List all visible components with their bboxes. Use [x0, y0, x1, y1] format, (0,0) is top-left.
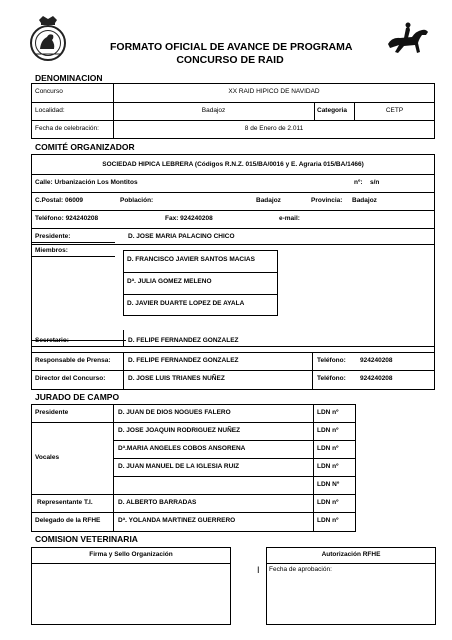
prensa-value: D. FELIPE FERNANDEZ GONZALEZ	[128, 357, 239, 364]
vocales-label: Vocales	[35, 454, 60, 461]
localidad-label: Localidad:	[35, 107, 65, 114]
presidente-value: D. JOSE MARIA PALACINO CHICO	[128, 233, 235, 240]
ldn-5: LDN Nº	[317, 481, 340, 488]
ldn-2: LDN nº	[317, 427, 339, 434]
jurado-presidente-label: Presidente	[35, 409, 69, 416]
prensa-telefono-value: 924240208	[360, 357, 393, 364]
localidad-value: Badajoz	[201, 107, 226, 114]
page-title-line2: CONCURSO DE RAID	[176, 54, 284, 66]
fecha-celebracion-label: Fecha de celebración:	[35, 125, 99, 132]
fecha-celebracion-value: 8 de Enero de 2.011	[244, 125, 304, 132]
delegado-value: Dª. YOLANDA MARTINEZ GUERRERO	[118, 517, 236, 524]
secretario-label: Secretario:	[35, 337, 69, 344]
miembro-2: Dª. JULIA GOMEZ MELENO	[127, 278, 212, 285]
section-heading-denominacion: DENOMINACION	[35, 73, 103, 83]
numero-value: s/n	[370, 179, 380, 186]
prensa-telefono-label: Teléfono:	[317, 357, 346, 364]
section-heading-jurado: JURADO DE CAMPO	[35, 392, 120, 402]
fecha-aprobacion-label: Fecha de aprobación:	[269, 566, 332, 573]
concurso-value: XX RAID HIPICO DE NAVIDAD	[228, 88, 320, 95]
codigo-postal: C.Postal: 06009	[35, 197, 84, 204]
ldn-4: LDN nº	[317, 463, 339, 470]
sociedad-name: SOCIEDAD HIPICA LEBRERA (Códigos R.N.Z. 015/BA/0016 y E. Agraria 015/BA/1466)	[102, 161, 364, 168]
ldn-1: LDN nº	[317, 409, 339, 416]
provincia-label: Provincia:	[311, 197, 343, 204]
miembros-label: Miembros:	[35, 247, 68, 254]
email-label: e-mail:	[279, 215, 300, 222]
ldn-6: LDN nº	[317, 499, 339, 506]
separator-mark: I	[257, 565, 260, 575]
ldn-7: LDN nº	[317, 517, 339, 524]
page-title-line1: FORMATO OFICIAL DE AVANCE DE PROGRAMA	[110, 41, 353, 53]
rfhe-logo	[27, 14, 69, 62]
vocal-3: D. JUAN MANUEL DE LA IGLESIA RUIZ	[118, 463, 240, 470]
representante-label: Representante T.I.	[37, 499, 93, 506]
representante-value: D. ALBERTO BARRADAS	[118, 499, 197, 506]
jurado-presidente-value: D. JUAN DE DIOS NOGUES FALERO	[118, 409, 231, 416]
secretario-value: D. FELIPE FERNANDEZ GONZALEZ	[128, 337, 239, 344]
provincia-value: Badajoz	[352, 197, 377, 204]
vocal-1: D. JOSE JOAQUIN RODRIGUEZ NUÑEZ	[118, 427, 241, 434]
vocal-2: Dª.MARIA ANGELES COBOS ANSORENA	[118, 445, 246, 452]
poblacion-label: Población:	[120, 197, 154, 204]
miembro-1: D. FRANCISCO JAVIER SANTOS MACIAS	[127, 256, 255, 263]
telefono-organizador: Teléfono: 924240208	[35, 215, 99, 222]
presidente-label: Presidente:	[35, 233, 71, 240]
numero-label: nº:	[354, 179, 363, 186]
director-label: Director del Concurso:	[35, 375, 106, 382]
autorizacion-rfhe-label: Autorización RFHE	[321, 551, 381, 558]
firma-sello-box	[31, 547, 231, 625]
section-heading-veterinaria: COMISION VETERINARIA	[35, 534, 138, 544]
prensa-label: Responsable de Prensa:	[35, 357, 111, 364]
miembro-3: D. JAVIER DUARTE LOPEZ DE AYALA	[127, 300, 245, 307]
director-telefono-label: Teléfono:	[317, 375, 346, 382]
poblacion-value: Badajoz	[256, 197, 281, 204]
director-value: D. JOSE LUIS TRIANES NUÑEZ	[128, 375, 225, 382]
ldn-3: LDN nº	[317, 445, 339, 452]
delegado-label: Delegado de la RFHE	[35, 517, 101, 524]
categoria-label: Categoria	[317, 107, 347, 114]
section-heading-comite: COMITÉ ORGANIZADOR	[35, 142, 135, 152]
autorizacion-rfhe-box	[266, 547, 436, 625]
concurso-label: Concurso	[35, 88, 63, 95]
director-telefono-value: 924240208	[360, 375, 393, 382]
firma-sello-label: Firma y Sello Organización	[89, 551, 173, 558]
calle: Calle: Urbanización Los Montitos	[35, 179, 138, 186]
fax-organizador: Fax: 924240208	[165, 215, 213, 222]
horse-rider-icon	[382, 22, 432, 62]
categoria-value: CETP	[385, 107, 404, 114]
